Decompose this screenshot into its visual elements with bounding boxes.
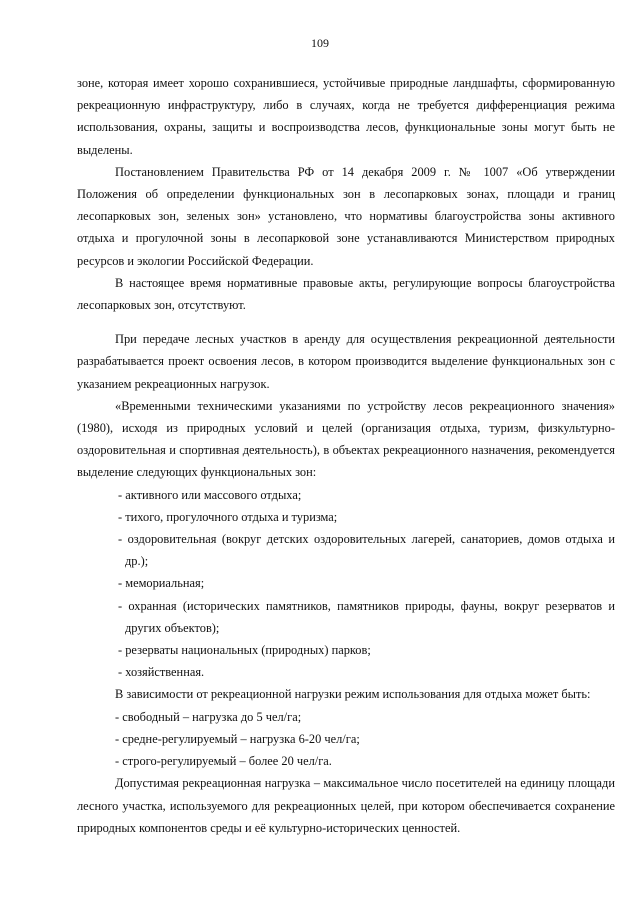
list-item: - свободный – нагрузка до 5 чел/га; bbox=[115, 709, 302, 724]
list-item: - охранная (исторических памятников, памятников природы, фауны, вокруг резерватов и других объектов); bbox=[118, 598, 615, 635]
functional-zones-list bbox=[77, 484, 615, 684]
paragraph-continuation: зоне, которая имеет хорошо сохранившиеся, устойчивые природные ландшафты, сформированную рекреационную инфраструктуру, либо в случаях, когда не требуется дифференциация режима использования, охраны, защиты и воспроизводства лесов, функциональные зоны могут быть не выделены. bbox=[77, 76, 615, 157]
page-body bbox=[77, 72, 615, 839]
list-item: - хозяйственная. bbox=[118, 665, 205, 680]
paragraph-lease-project: При передаче лесных участков в аренду для осуществления рекреационной деятельности разрабатывается проект освоения лесов, в котором производится выделение функциональных зон с указанием рекреационных нагрузок. bbox=[77, 332, 615, 391]
regimes-list bbox=[77, 706, 615, 773]
paragraph-temporary-guidelines: «Временными техническими указаниями по устройству лесов рекреационного значения» (1980), исходя из природных условий и целей (организация отдыха, туризм, физкультурно-оздоровительная и спортивная деятельность), в объектах рекреационного назначения, рекомендуется выделение следующих функциональных зон: bbox=[77, 398, 615, 480]
paragraph-current-regulations: В настоящее время нормативные правовые акты, регулирующие вопросы благоустройства лесопарковых зон, отсутствуют. bbox=[77, 275, 615, 313]
list-item: - мемориальная; bbox=[118, 576, 205, 591]
paragraph-regime-intro: В зависимости от рекреационной нагрузки режим использования для отдыха может быть: bbox=[115, 687, 591, 702]
paragraph-government-decree: Постановлением Правительства РФ от 14 декабря 2009 г. № 1007 «Об утверждении Положения об определении функциональных зон в лесопарковых зонах, площади и границ лесопарковых зон, зеленых зон» установлено, что нормативы благоустройства зоны активного отдыха и прогулочной зоны в лесопарковой зоне устанавливаются Министерством природных ресурсов и экологии Российской Федерации. bbox=[77, 164, 615, 268]
list-item: - тихого, прогулочного отдыха и туризма; bbox=[118, 509, 338, 524]
page-number: 109 bbox=[311, 36, 329, 50]
list-item: - средне-регулируемый – нагрузка 6-20 чел/га; bbox=[115, 731, 360, 746]
paragraph-permissible-load: Допустимая рекреационная нагрузка – максимальное число посетителей на единицу площади лесного участка, используемого для рекреационных целей, при котором обеспечивается сохранение природных компонентов среды и её культурно-исторических ценностей. bbox=[77, 776, 615, 835]
list-item: - резерваты национальных (природных) парков; bbox=[118, 643, 371, 658]
list-item: - оздоровительная (вокруг детских оздоровительных лагерей, санаториев, домов отдыха и др.); bbox=[118, 532, 615, 569]
list-item: - строго-регулируемый – более 20 чел/га. bbox=[115, 754, 332, 769]
paragraph-gap bbox=[77, 316, 615, 328]
list-item: - активного или массового отдыха; bbox=[118, 487, 302, 502]
